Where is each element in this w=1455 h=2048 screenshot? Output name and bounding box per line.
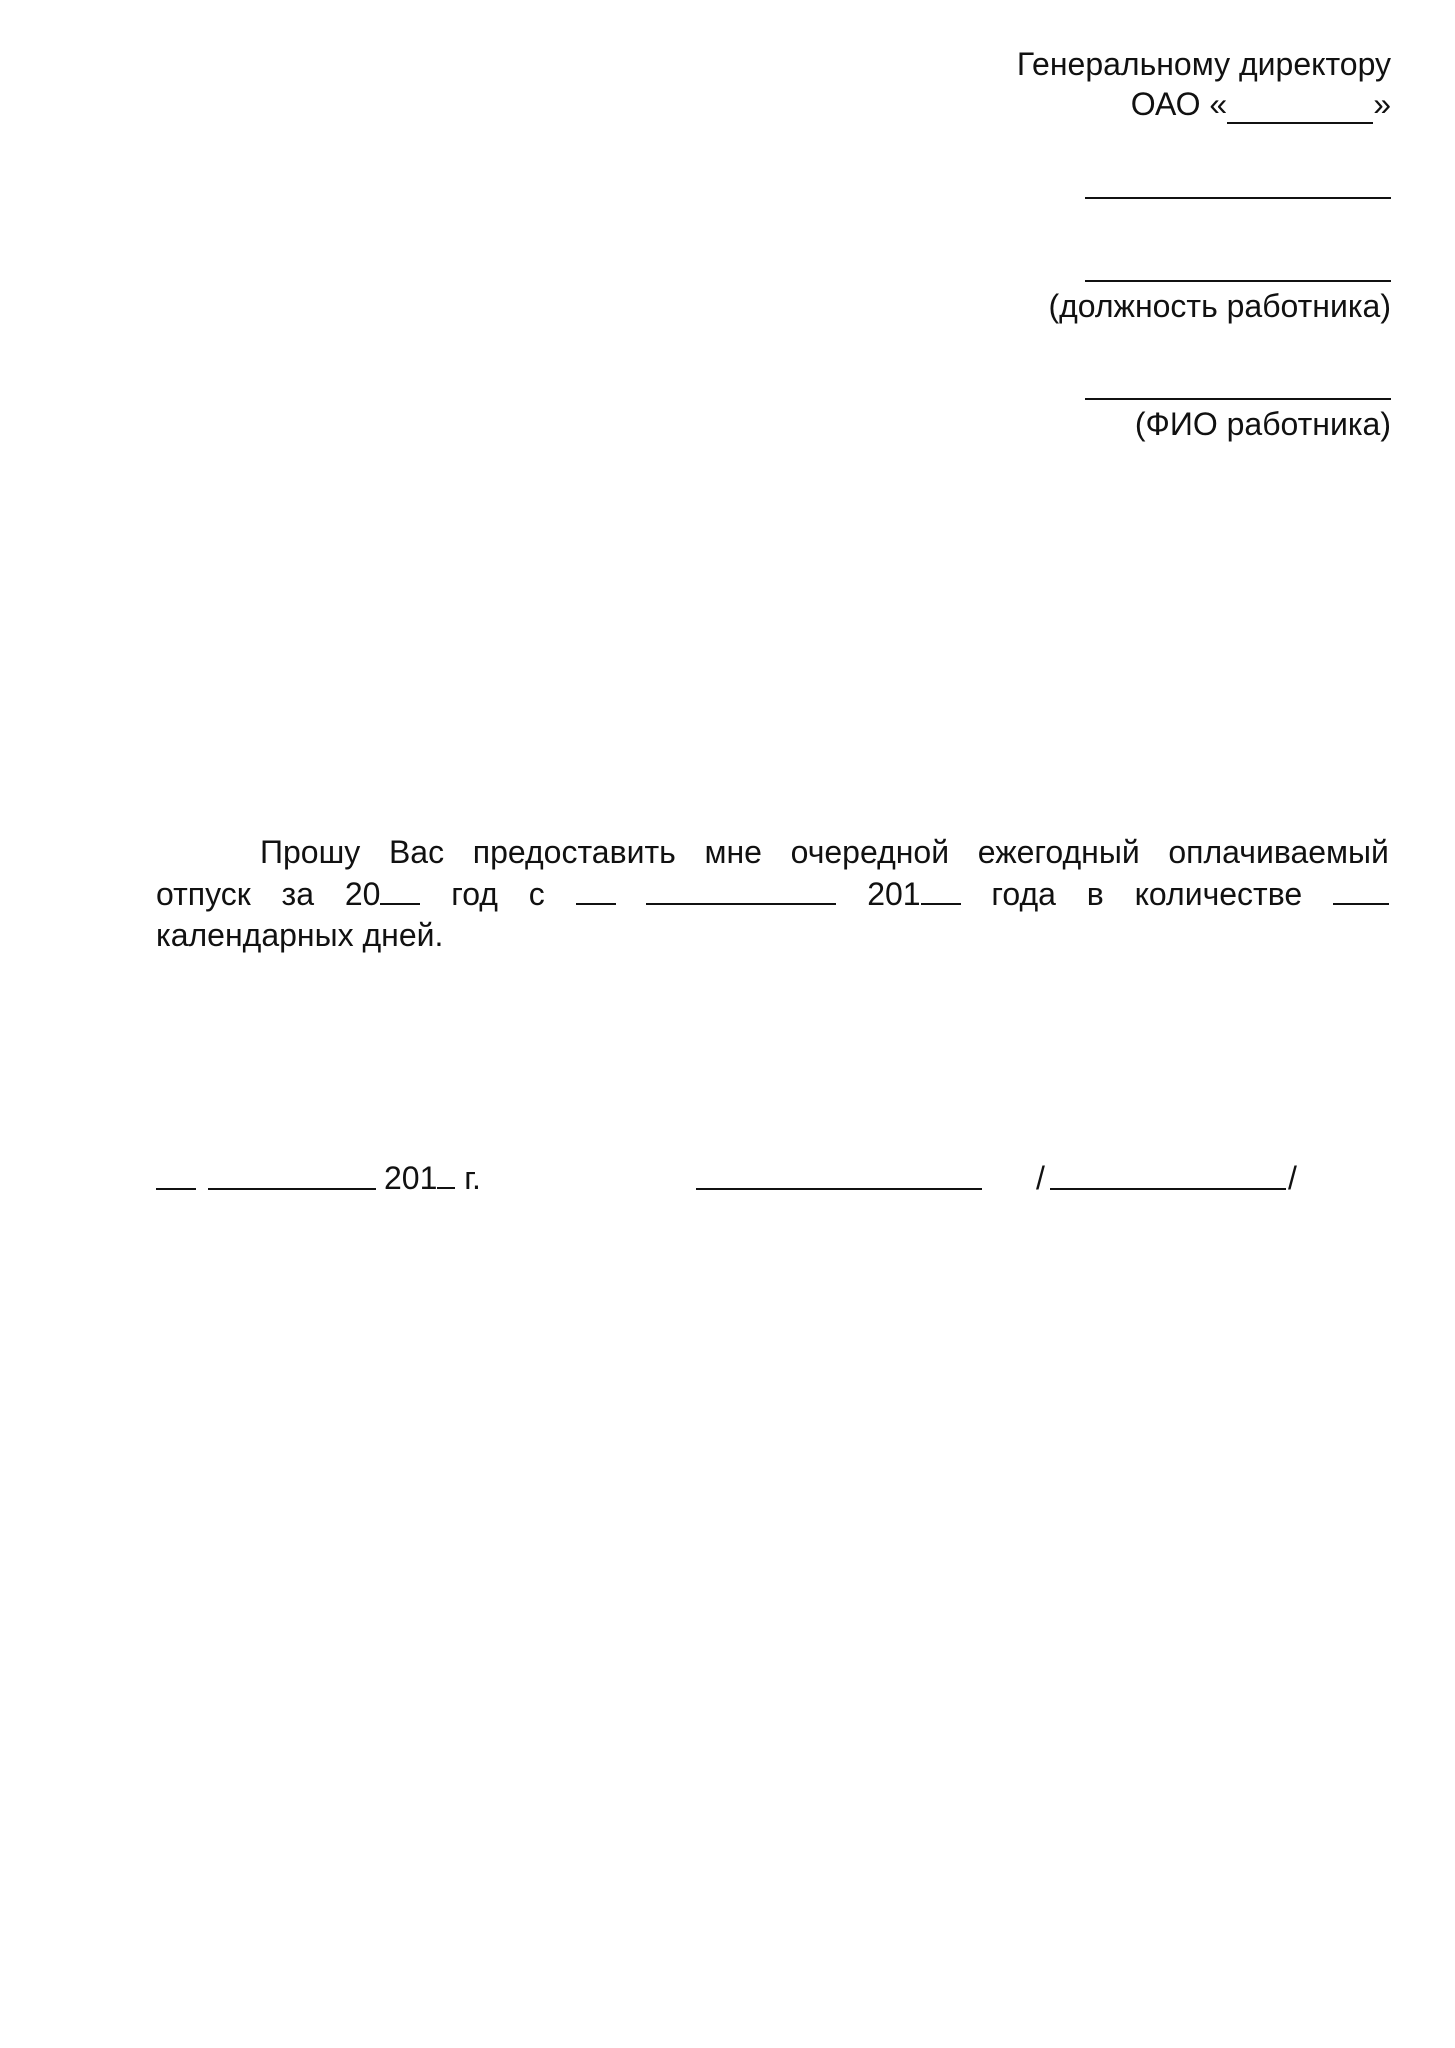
company-name-blank[interactable] <box>1227 92 1373 124</box>
body-line-2 <box>156 873 1389 915</box>
addressee-block <box>831 44 1391 124</box>
body-word: оплачиваемый <box>1168 834 1389 870</box>
start-day-blank[interactable] <box>576 873 616 905</box>
name-caption: (ФИО работника) <box>1134 406 1391 442</box>
date-year <box>384 1157 481 1198</box>
body-word: года <box>991 876 1056 912</box>
slash-open: / <box>1036 1160 1045 1196</box>
employee-position-blank[interactable] <box>1085 280 1391 282</box>
addressee-company <box>831 84 1391 124</box>
employee-name-blank[interactable] <box>1085 398 1391 400</box>
start-month-blank[interactable] <box>646 873 836 905</box>
employee-field-blank-1[interactable] <box>1085 197 1391 199</box>
days-count-blank[interactable] <box>1333 873 1389 905</box>
position-caption: (должность работника) <box>1048 288 1391 324</box>
signature-decoding-blank[interactable] <box>1050 1188 1286 1190</box>
signature-row <box>156 1154 1316 1198</box>
start-year-prefix: 201 <box>867 876 921 912</box>
body-word: количестве <box>1134 876 1303 912</box>
year-field <box>345 873 421 915</box>
year-prefix: 20 <box>344 876 381 912</box>
date-suffix: г. <box>464 1160 481 1196</box>
date-year-blank[interactable] <box>437 1157 455 1189</box>
start-year-field <box>867 873 960 915</box>
body-word: мне <box>704 834 762 870</box>
request-body <box>156 832 1389 956</box>
body-line-3: календарных дней. <box>156 917 444 953</box>
addressee-title: Генеральному директору <box>1016 46 1391 82</box>
body-word: очередной <box>790 834 950 870</box>
body-word: в <box>1086 876 1104 912</box>
body-word: Прошу <box>260 834 361 870</box>
company-prefix: ОАО « <box>1130 86 1228 122</box>
date-month-blank[interactable] <box>208 1188 376 1190</box>
slash-close: / <box>1288 1160 1297 1196</box>
company-suffix: » <box>1373 86 1391 122</box>
body-word: год <box>451 876 498 912</box>
year-blank[interactable] <box>380 873 420 905</box>
body-word: предоставить <box>472 834 676 870</box>
body-word: за <box>281 876 314 912</box>
body-word: отпуск <box>156 876 251 912</box>
body-line-1 <box>156 832 1389 873</box>
date-day-blank[interactable] <box>156 1188 196 1190</box>
body-word: с <box>528 876 545 912</box>
body-word: ежегодный <box>977 834 1140 870</box>
start-year-blank[interactable] <box>921 873 961 905</box>
date-year-prefix: 201 <box>384 1160 438 1196</box>
body-word: Вас <box>388 834 445 870</box>
signature-blank[interactable] <box>696 1188 982 1190</box>
